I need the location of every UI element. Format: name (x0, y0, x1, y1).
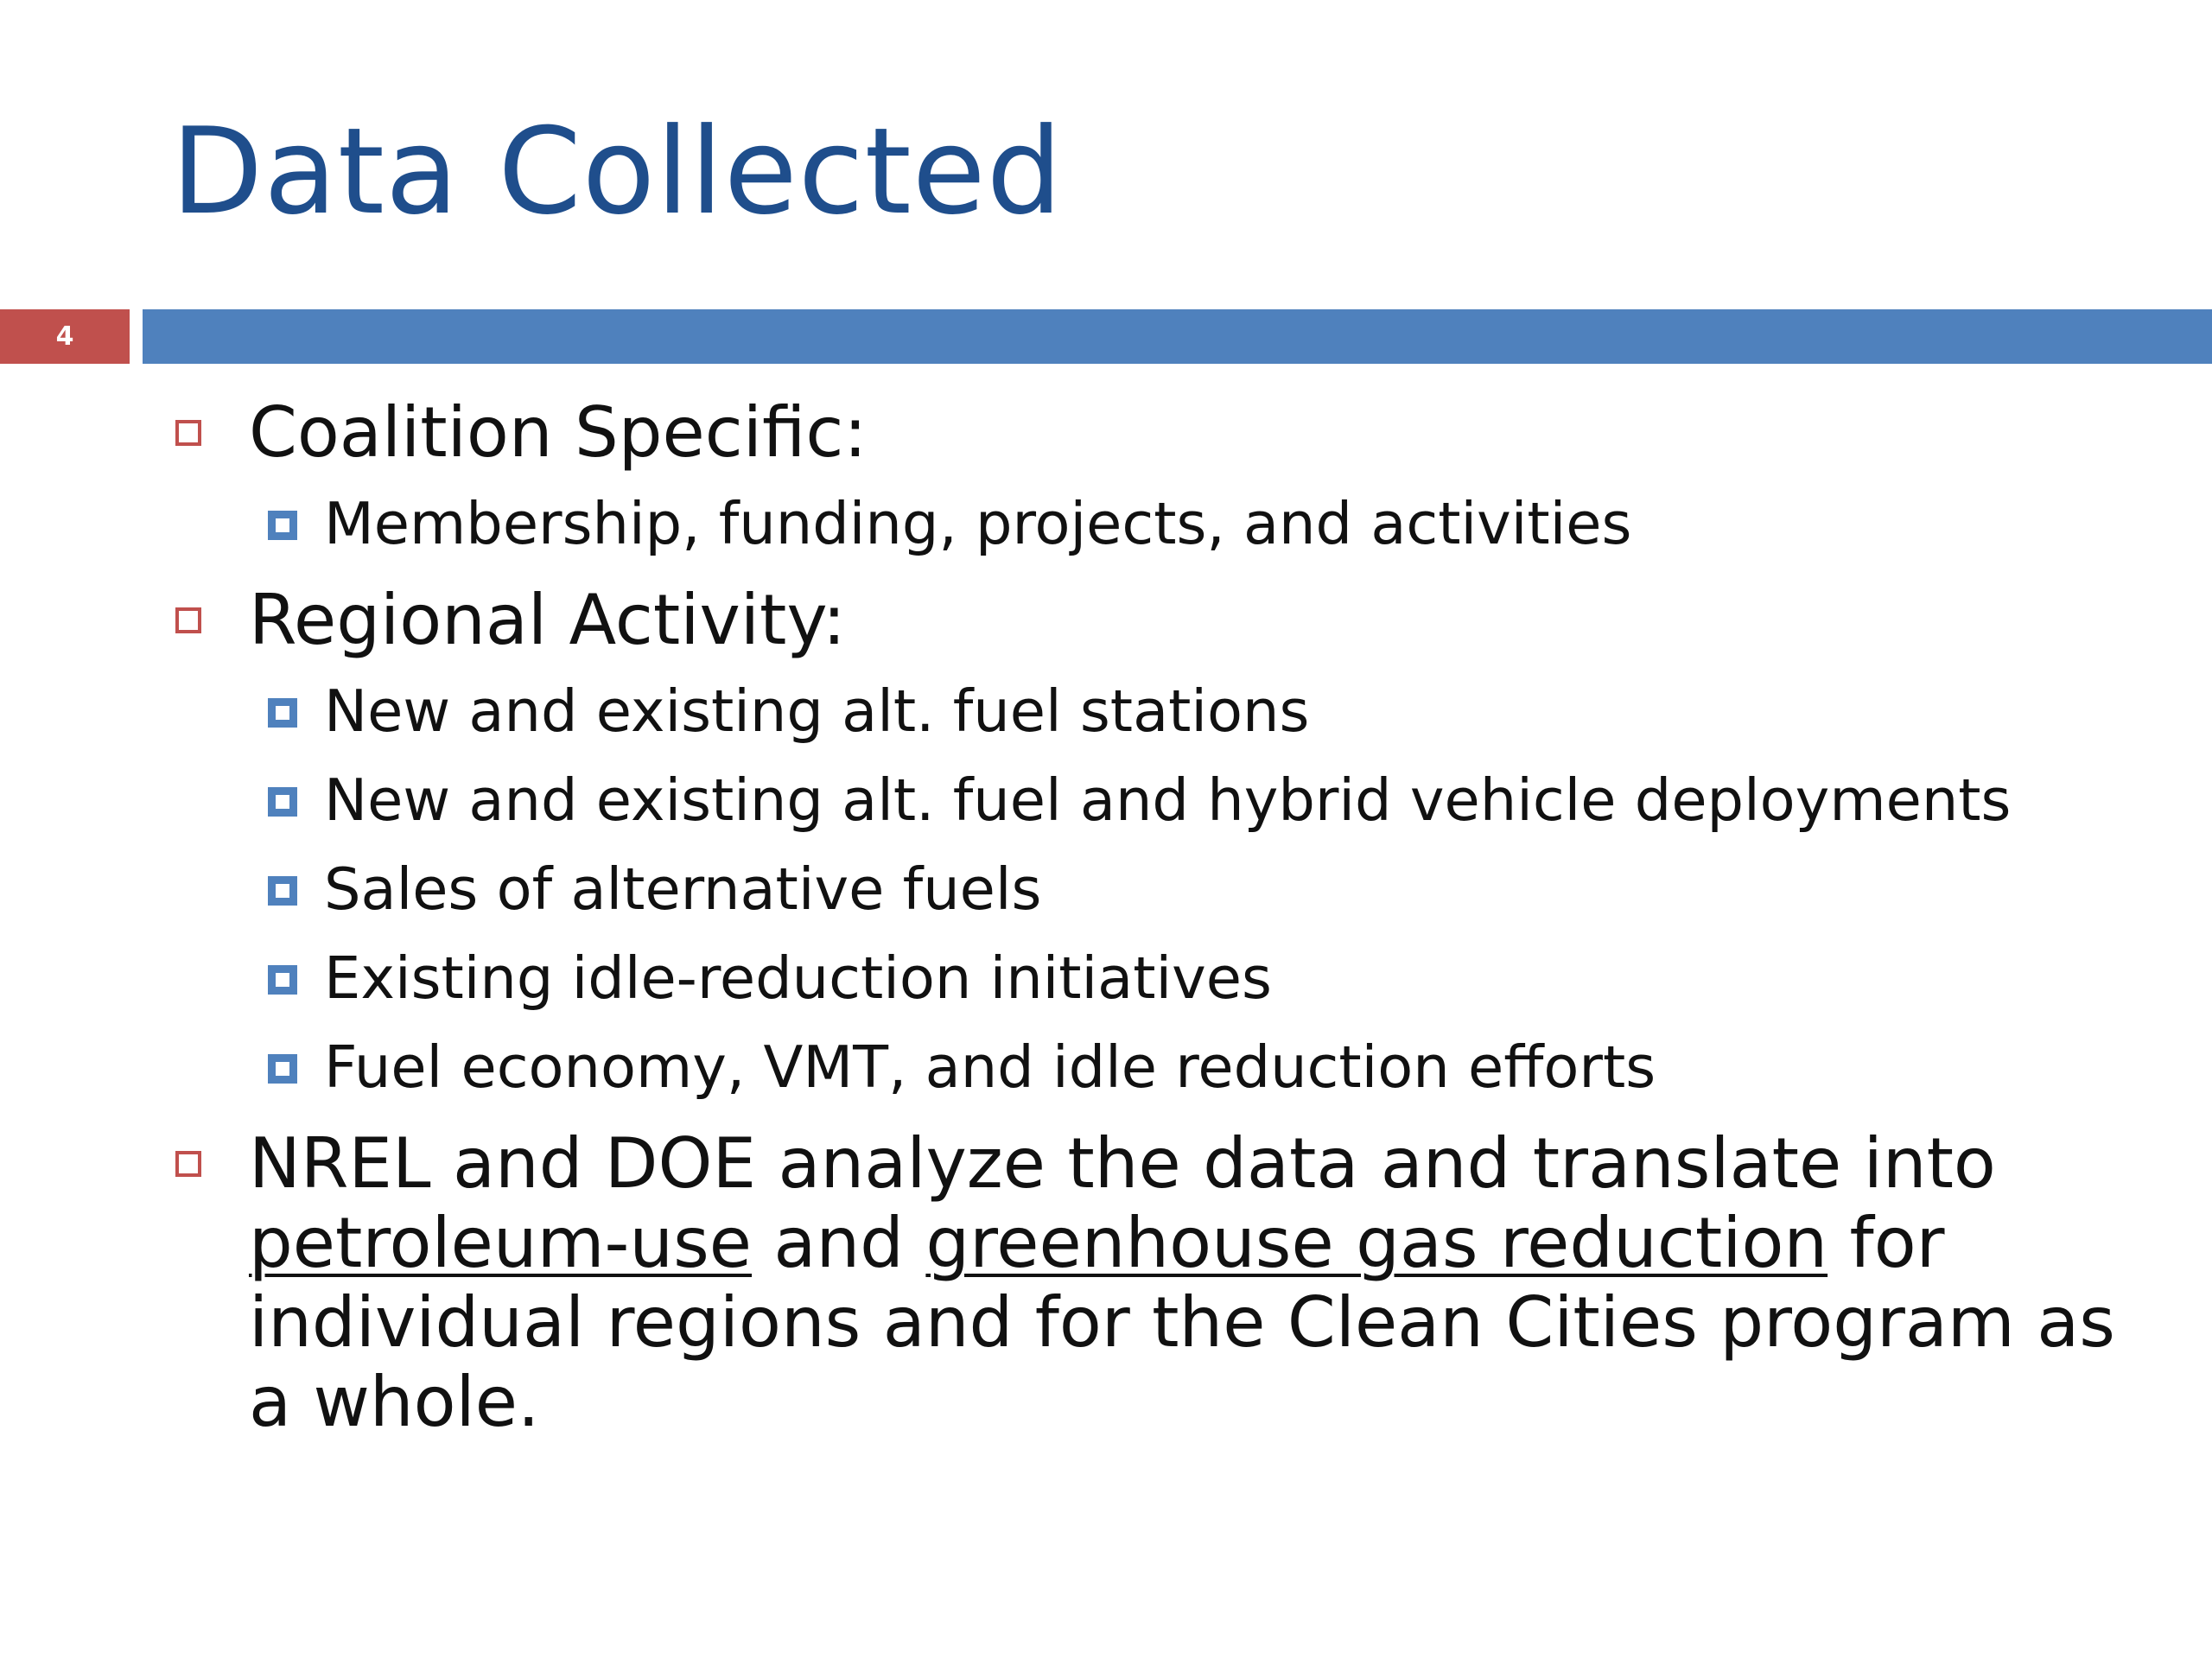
hollow-square-bullet-icon (175, 607, 201, 633)
sub-bullet-text: New and existing alt. fuel stations (324, 677, 1310, 745)
square-bullet-icon (268, 698, 297, 728)
slide-number: 4 (0, 309, 130, 364)
square-bullet-icon (268, 787, 297, 817)
sub-bullet (262, 1023, 2158, 1112)
square-bullet-icon (268, 965, 297, 995)
slide-content (171, 393, 2158, 1442)
sub-bullet-text: Fuel economy, VMT, and idle reduction efforts (324, 1033, 1656, 1101)
slide-title: Data Collected (171, 102, 1064, 241)
hollow-square-bullet-icon (175, 1151, 201, 1177)
square-bullet-icon (268, 511, 297, 540)
bullet-nrel-doe-analysis (171, 1124, 2141, 1442)
bullet-label: Coalition Specific: (249, 392, 868, 473)
text-segment: and (752, 1203, 926, 1283)
title-rule-bar (143, 309, 2212, 364)
sub-bullet (262, 845, 2158, 934)
text-segment: NREL and DOE analyze the data and translate into (249, 1123, 1996, 1204)
sub-bullet-list (262, 480, 2158, 569)
paragraph-text (249, 1123, 2115, 1442)
sub-bullet (262, 756, 2158, 845)
sub-bullet-text: New and existing alt. fuel and hybrid vehicle deployments (324, 766, 2012, 834)
square-bullet-icon (268, 1054, 297, 1084)
bullet-regional-activity (171, 581, 2158, 660)
bullet-coalition-specific (171, 393, 2158, 473)
sub-bullet (262, 934, 2158, 1023)
underlined-term-petroleum-use: petroleum-use (249, 1203, 752, 1283)
sub-bullet-list (262, 667, 2158, 1112)
sub-bullet (262, 480, 2158, 569)
underlined-term-greenhouse-gas-reduction: greenhouse gas reduction (925, 1203, 1828, 1283)
bullet-label: Regional Activity: (249, 580, 846, 660)
sub-bullet-text: Existing idle-reduction initiatives (324, 944, 1272, 1012)
sub-bullet-text: Sales of alternative fuels (324, 855, 1042, 923)
hollow-square-bullet-icon (175, 420, 201, 446)
sub-bullet (262, 667, 2158, 756)
sub-bullet-text: Membership, funding, projects, and activities (324, 490, 1632, 557)
square-bullet-icon (268, 876, 297, 906)
text-segment: for individual regions and for the Clean Cities program as a whole. (249, 1203, 2115, 1442)
